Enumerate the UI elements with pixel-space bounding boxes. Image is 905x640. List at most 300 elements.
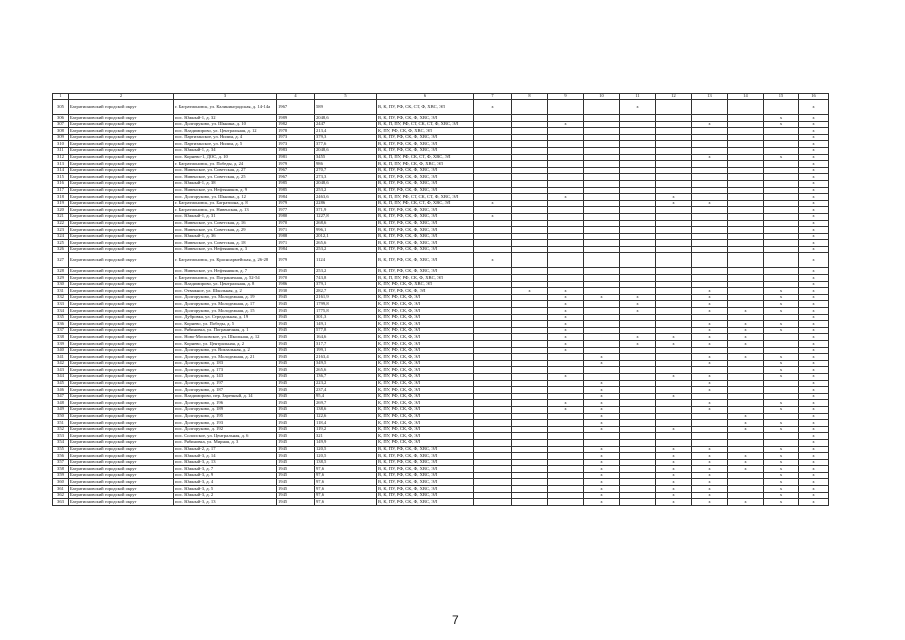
mark-cell: x xyxy=(799,426,829,433)
systems-cell: В, К, ПУ, РФ, СК, Ф, ХВС, ЭЛ xyxy=(377,227,474,234)
row-number-cell: 348 xyxy=(53,400,69,407)
year-cell: 1945 xyxy=(277,314,315,321)
header-cell: 4 xyxy=(277,94,315,100)
systems-cell: К, ПУ, РФ, СК, Ф, ЭЛ xyxy=(377,433,474,440)
row-number-cell: 328 xyxy=(53,268,69,275)
table-row xyxy=(53,341,829,348)
mark-cell xyxy=(512,472,548,479)
mark-cell: x xyxy=(764,354,799,361)
mark-cell: x xyxy=(799,233,829,240)
mark-cell xyxy=(584,347,620,354)
mark-cell: x xyxy=(692,327,728,334)
mark-cell: x xyxy=(584,472,620,479)
address-cell: пос. Южный-3, д. 14 xyxy=(174,453,277,460)
systems-cell: В, К, ПУ, РФ, СК, СТ, Ф, ХВС, ЭЛ xyxy=(377,100,474,115)
mark-cell xyxy=(584,334,620,341)
mark-cell xyxy=(474,373,512,380)
systems-cell: К, ПУ, РФ, СК, Ф, ЭЛ xyxy=(377,321,474,328)
area-cell: 97,6 xyxy=(315,499,377,506)
municipality-cell: Багратионовский городской округ xyxy=(69,314,174,321)
mark-cell xyxy=(474,314,512,321)
address-cell: пос. Партизанское, ул. Нилин, д. 4 xyxy=(174,134,277,141)
municipality-cell: Багратионовский городской округ xyxy=(69,167,174,174)
mark-cell xyxy=(764,227,799,234)
mark-cell xyxy=(692,180,728,187)
mark-cell: x xyxy=(728,334,764,341)
mark-cell xyxy=(512,308,548,315)
mark-cell xyxy=(474,341,512,348)
mark-cell: x xyxy=(799,347,829,354)
mark-cell: x xyxy=(728,327,764,334)
mark-cell xyxy=(728,446,764,453)
systems-cell: К, ПУ, РФ, СК, Ф, ЭЛ xyxy=(377,301,474,308)
mark-cell xyxy=(620,240,656,247)
mark-cell xyxy=(692,275,728,282)
mark-cell: x xyxy=(656,453,692,460)
mark-cell xyxy=(620,380,656,387)
table-row xyxy=(53,321,829,328)
mark-cell: x xyxy=(656,486,692,493)
mark-cell xyxy=(764,341,799,348)
mark-cell xyxy=(692,147,728,154)
mark-cell: x xyxy=(584,420,620,427)
table-row xyxy=(53,161,829,168)
mark-cell xyxy=(620,275,656,282)
mark-cell: x xyxy=(656,334,692,341)
address-cell: пос. Южный-3, д. 7 xyxy=(174,466,277,473)
mark-cell xyxy=(474,367,512,374)
mark-cell: x xyxy=(764,499,799,506)
address-cell: пос. Южный-1, д. 38 xyxy=(174,180,277,187)
year-cell: 1945 xyxy=(277,387,315,394)
mark-cell xyxy=(656,367,692,374)
mark-cell xyxy=(512,426,548,433)
mark-cell xyxy=(584,268,620,275)
mark-cell: x xyxy=(799,207,829,214)
year-cell: 1967 xyxy=(277,174,315,181)
mark-cell xyxy=(474,167,512,174)
address-cell: пос. Южный-3, д. 13 xyxy=(174,499,277,506)
mark-cell: x xyxy=(799,492,829,499)
mark-cell xyxy=(512,360,548,367)
table-row xyxy=(53,360,829,367)
mark-cell xyxy=(764,380,799,387)
header-cell: 6 xyxy=(377,94,474,100)
area-cell: 1124 xyxy=(315,253,377,268)
mark-cell xyxy=(474,220,512,227)
municipality-cell: Багратионовский городской округ xyxy=(69,147,174,154)
mark-cell xyxy=(728,406,764,413)
mark-cell xyxy=(764,167,799,174)
mark-cell xyxy=(512,380,548,387)
mark-cell xyxy=(692,167,728,174)
mark-cell: x xyxy=(620,308,656,315)
mark-cell xyxy=(620,268,656,275)
mark-cell xyxy=(548,472,584,479)
address-cell: пос. Долгоруково, ул. Вокзальная, д. 2 xyxy=(174,347,277,354)
mark-cell xyxy=(764,334,799,341)
mark-cell xyxy=(728,367,764,374)
systems-cell: К, ПУ, РФ, СК, Ф, ЭЛ xyxy=(377,406,474,413)
systems-cell: В, К, ПУ, РФ, СК, Ф, ХВС, ЭЛ xyxy=(377,499,474,506)
municipality-cell: Багратионовский городской округ xyxy=(69,486,174,493)
systems-cell: В, К, ПУ, РФ, СК, Ф, ХВС, ЭЛ xyxy=(377,207,474,214)
mark-cell xyxy=(474,227,512,234)
municipality-cell: Багратионовский городской округ xyxy=(69,281,174,288)
header-cell: 15 xyxy=(764,94,799,100)
mark-cell xyxy=(764,347,799,354)
mark-cell xyxy=(548,253,584,268)
mark-cell xyxy=(548,275,584,282)
mark-cell xyxy=(474,147,512,154)
mark-cell: x xyxy=(692,334,728,341)
mark-cell xyxy=(728,281,764,288)
header-cell: 8 xyxy=(512,94,548,100)
year-cell: 1981 xyxy=(277,154,315,161)
municipality-cell: Багратионовский городской округ xyxy=(69,400,174,407)
year-cell: 1945 xyxy=(277,400,315,407)
year-cell: 1945 xyxy=(277,354,315,361)
mark-cell xyxy=(584,121,620,128)
mark-cell xyxy=(620,360,656,367)
mark-cell xyxy=(728,347,764,354)
mark-cell: x xyxy=(656,472,692,479)
mark-cell xyxy=(584,207,620,214)
systems-cell: В, К, ПУ, РФ, СК, Ф, ХВС, ЭЛ xyxy=(377,134,474,141)
systems-cell: В, К, ПУ, РФ, СК, Ф, ХВС, ЭЛ xyxy=(377,459,474,466)
address-cell: пос. Южный-1, д. 36 xyxy=(174,233,277,240)
mark-cell xyxy=(656,141,692,148)
mark-cell xyxy=(620,174,656,181)
mark-cell xyxy=(620,321,656,328)
row-number-cell: 356 xyxy=(53,453,69,460)
systems-cell: В, К, П, ПУ, РФ, СК, Ф, ХВС, ЭЛ xyxy=(377,161,474,168)
mark-cell: x xyxy=(799,420,829,427)
table-row xyxy=(53,246,829,253)
mark-cell: x xyxy=(692,200,728,207)
municipality-cell: Багратионовский городской округ xyxy=(69,121,174,128)
systems-cell: В, К, П, ПУ, РФ, СК, Ф, ХВС, ЭЛ xyxy=(377,275,474,282)
mark-cell: x xyxy=(764,288,799,295)
year-cell: 1945 xyxy=(277,486,315,493)
municipality-cell: Багратионовский городской округ xyxy=(69,128,174,135)
mark-cell xyxy=(656,167,692,174)
mark-cell xyxy=(512,354,548,361)
area-cell: 97,6 xyxy=(315,472,377,479)
area-cell: 253,2 xyxy=(315,268,377,275)
mark-cell xyxy=(548,187,584,194)
mark-cell xyxy=(728,400,764,407)
mark-cell: x xyxy=(799,373,829,380)
header-cell: 3 xyxy=(174,94,277,100)
mark-cell xyxy=(548,227,584,234)
mark-cell xyxy=(728,387,764,394)
mark-cell: x xyxy=(692,321,728,328)
table-row xyxy=(53,121,829,128)
mark-cell xyxy=(548,426,584,433)
mark-cell xyxy=(474,459,512,466)
mark-cell xyxy=(512,406,548,413)
table-row xyxy=(53,499,829,506)
systems-cell: В, К, ПУ, РФ, СК, Ф, ХВС, ЭЛ xyxy=(377,174,474,181)
row-number-cell: 342 xyxy=(53,360,69,367)
mark-cell: x xyxy=(799,367,829,374)
area-cell: 118,4 xyxy=(315,420,377,427)
mark-cell: x xyxy=(799,240,829,247)
mark-cell xyxy=(692,439,728,446)
mark-cell: x xyxy=(799,288,829,295)
mark-cell xyxy=(728,253,764,268)
systems-cell: В, К, ПУ, РФ, СК, Ф, ХВС, ЭЛ xyxy=(377,213,474,220)
mark-cell xyxy=(474,161,512,168)
mark-cell xyxy=(656,207,692,214)
mark-cell xyxy=(512,466,548,473)
area-cell: 2048,6 xyxy=(315,180,377,187)
mark-cell: x xyxy=(474,213,512,220)
systems-cell: К, ПУ, РФ, СК, Ф, ЭЛ xyxy=(377,393,474,400)
mark-cell xyxy=(512,268,548,275)
mark-cell xyxy=(584,220,620,227)
mark-cell: x xyxy=(548,327,584,334)
municipality-cell: Багратионовский городской округ xyxy=(69,459,174,466)
systems-cell: К, ПУ, РФ, СК, Ф, ЭЛ xyxy=(377,420,474,427)
mark-cell xyxy=(548,147,584,154)
municipality-cell: Багратионовский городской округ xyxy=(69,187,174,194)
mark-cell xyxy=(512,246,548,253)
mark-cell xyxy=(512,253,548,268)
mark-cell xyxy=(548,420,584,427)
header-cell: 12 xyxy=(656,94,692,100)
mark-cell xyxy=(656,354,692,361)
area-cell: 164,6 xyxy=(315,334,377,341)
mark-cell xyxy=(692,220,728,227)
area-cell: 371,9 xyxy=(315,207,377,214)
mark-cell xyxy=(548,433,584,440)
mark-cell: x xyxy=(799,294,829,301)
mark-cell xyxy=(764,207,799,214)
mark-cell xyxy=(764,281,799,288)
year-cell: 1945 xyxy=(277,426,315,433)
mark-cell xyxy=(512,275,548,282)
table-row xyxy=(53,268,829,275)
row-number-cell: 313 xyxy=(53,161,69,168)
table-row xyxy=(53,347,829,354)
mark-cell xyxy=(512,321,548,328)
year-cell: 1945 xyxy=(277,406,315,413)
mark-cell xyxy=(764,275,799,282)
mark-cell: x xyxy=(692,406,728,413)
mark-cell xyxy=(764,134,799,141)
mark-cell xyxy=(584,308,620,315)
mark-cell xyxy=(620,453,656,460)
row-number-cell: 360 xyxy=(53,479,69,486)
address-cell: пос. Рябиновка, ул. Мирная, д. 3 xyxy=(174,439,277,446)
mark-cell: x xyxy=(584,466,620,473)
year-cell: 1945 xyxy=(277,347,315,354)
mark-cell xyxy=(474,194,512,201)
mark-cell xyxy=(584,341,620,348)
mark-cell: x xyxy=(799,220,829,227)
municipality-cell: Багратионовский городской округ xyxy=(69,413,174,420)
row-number-cell: 340 xyxy=(53,347,69,354)
area-cell: 377,6 xyxy=(315,141,377,148)
address-cell: пос. Корнево, ул. Победы, д. 5 xyxy=(174,321,277,328)
mark-cell: x xyxy=(548,121,584,128)
mark-cell: x xyxy=(656,393,692,400)
mark-cell xyxy=(656,161,692,168)
mark-cell xyxy=(764,314,799,321)
mark-cell xyxy=(620,406,656,413)
mark-cell xyxy=(656,180,692,187)
mark-cell xyxy=(584,154,620,161)
systems-cell: В, К, ПУ, РФ, СК, Ф, ХВС, ЭЛ xyxy=(377,453,474,460)
address-cell: пос. Долгоруково, д. 187 xyxy=(174,387,277,394)
year-cell: 1983 xyxy=(277,147,315,154)
mark-cell xyxy=(692,100,728,115)
mark-cell: x xyxy=(764,420,799,427)
mark-cell xyxy=(656,288,692,295)
mark-cell: x xyxy=(764,154,799,161)
mark-cell xyxy=(584,115,620,122)
address-cell: г. Багратионовск, ул. Победы, д. 24 xyxy=(174,161,277,168)
mark-cell xyxy=(474,486,512,493)
mark-cell xyxy=(656,233,692,240)
mark-cell xyxy=(512,301,548,308)
mark-cell: x xyxy=(799,200,829,207)
systems-cell: К, ПУ, РФ, СК, Ф, ЭЛ xyxy=(377,314,474,321)
mark-cell xyxy=(512,134,548,141)
mark-cell xyxy=(584,180,620,187)
mark-cell xyxy=(656,308,692,315)
row-number-cell: 305 xyxy=(53,100,69,115)
mark-cell xyxy=(620,439,656,446)
mark-cell: x xyxy=(692,387,728,394)
mark-cell xyxy=(512,413,548,420)
area-cell: 1227,8 xyxy=(315,213,377,220)
mark-cell xyxy=(728,439,764,446)
mark-cell xyxy=(548,246,584,253)
table-row xyxy=(53,187,829,194)
mark-cell xyxy=(474,275,512,282)
address-cell: пос. Владимирово, ул. Центральная, д. 12 xyxy=(174,128,277,135)
mark-cell: x xyxy=(764,367,799,374)
mark-cell xyxy=(620,115,656,122)
mark-cell xyxy=(474,479,512,486)
mark-cell xyxy=(512,187,548,194)
mark-cell xyxy=(764,194,799,201)
year-cell: 1984 xyxy=(277,194,315,201)
mark-cell: x xyxy=(656,426,692,433)
mark-cell: x xyxy=(799,128,829,135)
mark-cell xyxy=(548,115,584,122)
mark-cell xyxy=(620,128,656,135)
area-cell: 317,7 xyxy=(315,341,377,348)
mark-cell: x xyxy=(764,327,799,334)
area-cell: 2161,9 xyxy=(315,294,377,301)
mark-cell xyxy=(548,393,584,400)
mark-cell xyxy=(512,233,548,240)
mark-cell xyxy=(512,227,548,234)
systems-cell: К, ПУ, РФ, СК, Ф, ЭЛ xyxy=(377,334,474,341)
mark-cell xyxy=(620,200,656,207)
table-row xyxy=(53,479,829,486)
mark-cell xyxy=(728,246,764,253)
table-row xyxy=(53,308,829,315)
mark-cell: x xyxy=(799,459,829,466)
mark-cell xyxy=(548,174,584,181)
municipality-cell: Багратионовский городской округ xyxy=(69,253,174,268)
mark-cell xyxy=(692,426,728,433)
address-cell: пос. Южный-1, д. 31 xyxy=(174,213,277,220)
municipality-cell: Багратионовский городской округ xyxy=(69,367,174,374)
address-cell: пос. Долгоруково, д. 143 xyxy=(174,373,277,380)
mark-cell xyxy=(548,486,584,493)
mark-cell xyxy=(584,281,620,288)
mark-cell xyxy=(728,314,764,321)
municipality-cell: Багратионовский городской округ xyxy=(69,288,174,295)
mark-cell xyxy=(620,486,656,493)
municipality-cell: Багратионовский городской округ xyxy=(69,334,174,341)
mark-cell xyxy=(620,420,656,427)
mark-cell xyxy=(620,347,656,354)
mark-cell: x xyxy=(584,406,620,413)
mark-cell xyxy=(474,301,512,308)
municipality-cell: Багратионовский городской округ xyxy=(69,161,174,168)
municipality-cell: Багратионовский городской округ xyxy=(69,180,174,187)
table-row xyxy=(53,453,829,460)
mark-cell xyxy=(728,161,764,168)
systems-cell: К, ПУ, РФ, СК, Ф, ЭЛ xyxy=(377,308,474,315)
address-cell: пос. Нивенское, ул. Советская, д. 27 xyxy=(174,167,277,174)
mark-cell xyxy=(474,413,512,420)
row-number-cell: 362 xyxy=(53,492,69,499)
municipality-cell: Багратионовский городской округ xyxy=(69,154,174,161)
mark-cell xyxy=(692,420,728,427)
area-cell: 95,4 xyxy=(315,393,377,400)
address-cell: пос. Нивенское, ул. Советская, д. 25 xyxy=(174,174,277,181)
address-cell: пос. Долгоруково, д. 197 xyxy=(174,380,277,387)
municipality-cell: Багратионовский городской округ xyxy=(69,439,174,446)
systems-cell: К, ПУ, РФ, СК, Ф, ЭЛ xyxy=(377,380,474,387)
mark-cell: x xyxy=(620,100,656,115)
mark-cell: x xyxy=(764,301,799,308)
mark-cell: x xyxy=(728,413,764,420)
address-cell: пос. Ново-Московское, ул. Школьная, д. 12 xyxy=(174,334,277,341)
mark-cell xyxy=(620,288,656,295)
table-row xyxy=(53,426,829,433)
page-number: 7 xyxy=(452,613,459,627)
mark-cell xyxy=(656,281,692,288)
mark-cell xyxy=(620,253,656,268)
mark-cell: x xyxy=(584,479,620,486)
mark-cell xyxy=(548,354,584,361)
municipality-cell: Багратионовский городской округ xyxy=(69,393,174,400)
mark-cell xyxy=(512,492,548,499)
mark-cell xyxy=(474,420,512,427)
systems-cell: В, К, ПУ, РФ, СК, Ф, ХВС, ЭЛ xyxy=(377,492,474,499)
address-cell: пос. Южный-1, д. 32 xyxy=(174,115,277,122)
mark-cell xyxy=(474,406,512,413)
mark-cell xyxy=(584,128,620,135)
mark-cell xyxy=(512,439,548,446)
systems-cell: В, К, П, ПУ, РФ, СК, СТ, Ф, ХВС, ЭЛ xyxy=(377,200,474,207)
mark-cell xyxy=(474,472,512,479)
mark-cell xyxy=(692,268,728,275)
municipality-cell: Багратионовский городской округ xyxy=(69,240,174,247)
mark-cell xyxy=(474,446,512,453)
header-cell: 1 xyxy=(53,94,69,100)
mark-cell xyxy=(512,207,548,214)
